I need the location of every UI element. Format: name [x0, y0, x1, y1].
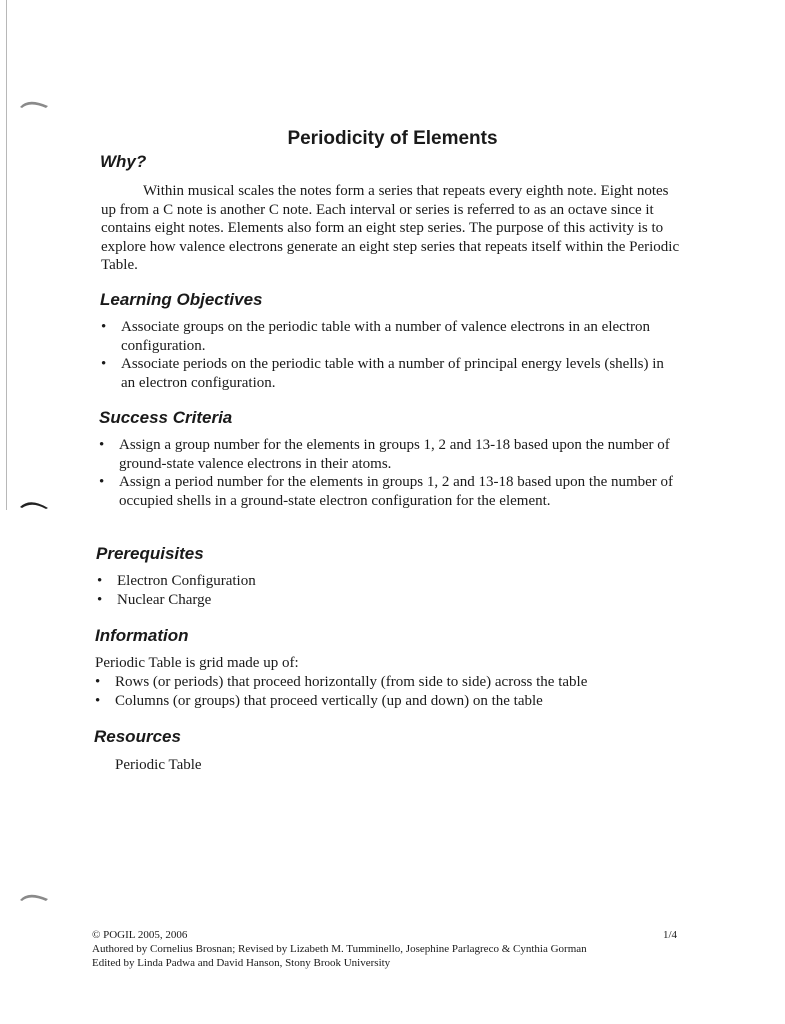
information-intro: Periodic Table is grid made up of: — [95, 655, 299, 671]
list-item: • Nuclear Charge — [97, 591, 597, 610]
prerequisites-heading: Prerequisites — [96, 544, 204, 563]
information-list — [95, 673, 685, 710]
prerequisites-list — [97, 572, 597, 609]
list-item: • Rows (or periods) that proceed horizontally (from side to side) across the table — [95, 673, 685, 692]
page-footer — [92, 928, 677, 970]
page-number: 1/4 — [662, 929, 677, 941]
resources-text: Periodic Table — [115, 757, 202, 773]
list-item: • Assign a period number for the elements in groups 1, 2 and 13-18 based upon the number of occupied shells in a ground-state electron configuration for the element. — [99, 473, 684, 510]
footer-copyright: © POGIL 2005, 2006 — [92, 929, 188, 941]
footer-edited: Edited by Linda Padwa and David Hanson, Stony Brook University — [92, 957, 391, 969]
list-item: • Columns (or groups) that proceed vertically (up and down) on the table — [95, 692, 685, 711]
why-heading: Why? — [100, 152, 147, 171]
list-item: • Electron Configuration — [97, 572, 597, 591]
footer-authored: Authored by Cornelius Brosnan; Revised by Lizabeth M. Tumminello, Josephine Parlagreco & Cynthia Gorman — [92, 943, 587, 955]
information-heading: Information — [95, 626, 189, 645]
page-title: Periodicity of Elements — [287, 128, 498, 149]
list-item: • Assign a group number for the elements in groups 1, 2 and 13-18 based upon the number of ground-state valence electrons in their atoms. — [99, 436, 684, 473]
success-criteria-heading: Success Criteria — [99, 408, 233, 427]
list-item: • Associate groups on the periodic table with a number of valence electrons in an electron configuration. — [101, 318, 671, 355]
learning-objectives-heading: Learning Objectives — [100, 290, 263, 309]
resources-heading: Resources — [94, 727, 181, 746]
why-paragraph: Within musical scales the notes form a series that repeats every eighth note. Eight notes up from a C note is another C note. Each interval or series is referred to as an octave since it contains eight notes. Elements also form an eight step series. The purpose of this activity is to explore how valence electrons generate an eight step series that repeats itself within the Periodic Table. — [101, 183, 680, 273]
success-criteria-list — [99, 436, 684, 510]
learning-objectives-list — [101, 318, 671, 392]
list-item: • Associate periods on the periodic table with a number of principal energy levels (shells) in an electron configuration. — [101, 355, 671, 392]
